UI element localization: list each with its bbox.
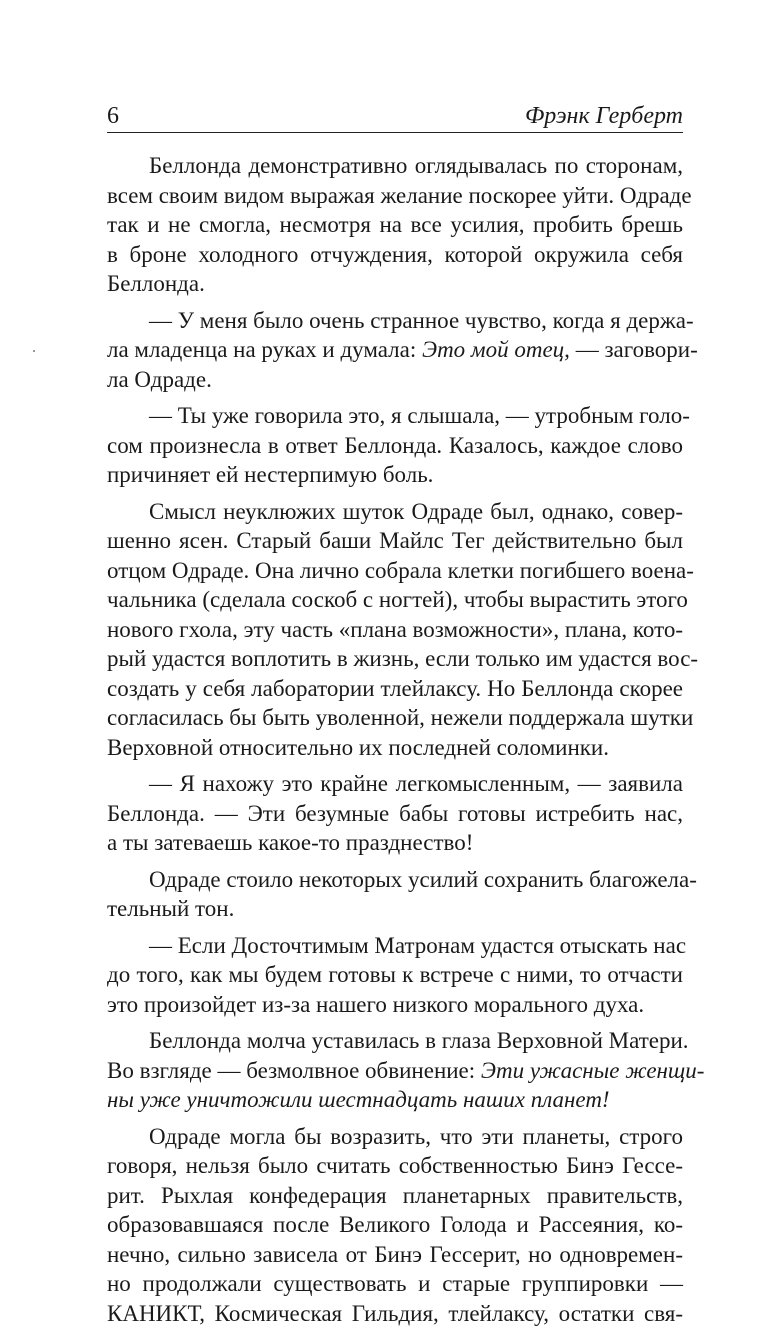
text-run: Одраде стоило некоторых усилий сохранить благожела- <box>149 867 697 892</box>
text-run: шенно ясен. Старый баши Майлс Тег действительно был <box>107 528 683 553</box>
italic-text: Это мой отец, <box>422 337 570 362</box>
text-run: так и не смогла, несмотря на все усилия, пробить брешь <box>107 212 683 237</box>
paragraph-gap <box>107 924 683 931</box>
text-run: Беллонда. — Эти безумные бабы готовы истребить нас, <box>107 801 683 826</box>
text-line <box>107 1026 683 1056</box>
paragraph-gap <box>107 1115 683 1122</box>
text-run: ла Одраде. <box>107 367 212 392</box>
paragraph <box>107 151 683 299</box>
text-run: нечно, сильно зависела от Бинэ Гессерит, но одновремен- <box>107 1242 683 1267</box>
text-line <box>107 931 683 961</box>
text-run: причиняет ей нестерпимую боль. <box>107 462 433 487</box>
text-line <box>107 1085 683 1115</box>
text-run: до того, как мы будем готовы к встрече с ними, то отчасти <box>107 962 683 987</box>
text-line <box>107 828 683 858</box>
text-run: но продолжали существовать и старые группировки — <box>107 1271 683 1296</box>
text-run: а ты затеваешь какое-то празднество! <box>107 830 473 855</box>
italic-text: ны уже уничтожили шестнадцать наших планет! <box>107 1087 610 1112</box>
paragraph <box>107 306 683 395</box>
text-line <box>107 1181 683 1211</box>
paragraph-gap <box>107 762 683 769</box>
text-line <box>107 1056 683 1086</box>
text-line <box>107 401 683 431</box>
text-run: Беллонда демонстративно оглядывалась по сторонам, <box>149 153 683 178</box>
text-run: создать у себя лаборатории тлейлаксу. Но Беллонда скорее <box>107 676 683 701</box>
italic-text: Эти ужасные женщи- <box>481 1058 705 1083</box>
scan-speck <box>33 350 35 352</box>
paragraph-gap <box>107 394 683 401</box>
text-line <box>107 240 683 270</box>
paragraph-gap <box>107 1019 683 1026</box>
text-line <box>107 1122 683 1152</box>
text-line <box>107 644 683 674</box>
text-run: Во взгляде — безмолвное обвинение: <box>107 1058 481 1083</box>
page-header <box>107 100 683 134</box>
text-line <box>107 556 683 586</box>
paragraph <box>107 865 683 924</box>
text-line <box>107 733 683 763</box>
text-run: Одраде могла бы возразить, что эти планеты, строго <box>149 1124 683 1149</box>
text-run: — Ты уже говорила это, я слышала, — утробным голо- <box>149 403 690 428</box>
text-line <box>107 585 683 615</box>
text-line <box>107 210 683 240</box>
paragraph <box>107 769 683 858</box>
text-run: — У меня было очень странное чувство, когда я держа- <box>149 308 694 333</box>
text-line <box>107 151 683 181</box>
text-line <box>107 1151 683 1181</box>
text-run: отцом Одраде. Она лично собрала клетки погибшего воена- <box>107 558 694 583</box>
paragraph <box>107 1026 683 1115</box>
text-run: — заговори- <box>570 337 698 362</box>
text-line <box>107 526 683 556</box>
paragraph <box>107 1122 683 1328</box>
text-line <box>107 865 683 895</box>
paragraph <box>107 497 683 763</box>
text-line <box>107 1210 683 1240</box>
text-line <box>107 769 683 799</box>
text-line <box>107 335 683 365</box>
text-run: рит. Рыхлая конфедерация планетарных правительств, <box>107 1183 683 1208</box>
text-line <box>107 960 683 990</box>
text-line <box>107 431 683 461</box>
paragraph-gap <box>107 858 683 865</box>
text-line <box>107 1299 683 1328</box>
text-run: — Если Досточтимым Матронам удастся отыскать нас <box>149 933 686 958</box>
paragraph-gap <box>107 490 683 497</box>
running-head-author: Фрэнк Герберт <box>525 102 683 130</box>
text-run: ла младенца на руках и думала: <box>107 337 422 362</box>
text-line <box>107 990 683 1020</box>
text-run: согласилась бы быть уволенной, нежели поддержала шутки <box>107 705 693 730</box>
paragraph <box>107 931 683 1020</box>
text-run: это произойдет из-за нашего низкого морального духа. <box>107 992 644 1017</box>
text-run: всем своим видом выражая желание поскорее уйти. Одраде <box>107 183 692 208</box>
text-run: говоря, нельзя было считать собственностью Бинэ Гессе- <box>107 1153 683 1178</box>
text-line <box>107 269 683 299</box>
text-line <box>107 1269 683 1299</box>
text-line <box>107 703 683 733</box>
text-line <box>107 497 683 527</box>
text-run: Верховной относительно их последней соломинки. <box>107 735 609 760</box>
text-line <box>107 181 683 211</box>
text-run: в броне холодного отчуждения, которой окружила себя <box>107 242 683 267</box>
text-line <box>107 615 683 645</box>
text-line <box>107 799 683 829</box>
text-run: — Я нахожу это крайне легкомысленным, — заявила <box>149 771 683 796</box>
text-line <box>107 1240 683 1270</box>
text-run: сом произнесла в ответ Беллонда. Казалось, каждое слово <box>107 433 683 458</box>
text-run: чальника (сделала соскоб с ногтей), чтобы вырастить этого <box>107 587 688 612</box>
text-line <box>107 674 683 704</box>
text-run: Беллонда молча уставилась в глаза Верховной Матери. <box>149 1028 689 1053</box>
text-run: Смысл неуклюжих шуток Одраде был, однако, совер- <box>149 499 683 524</box>
text-run: образовавшаяся после Великого Голода и Рассеяния, ко- <box>107 1212 683 1237</box>
text-line <box>107 306 683 336</box>
paragraph <box>107 401 683 490</box>
text-line <box>107 894 683 924</box>
text-run: рый удастся воплотить в жизнь, если только им удастся вос- <box>107 646 698 671</box>
text-line <box>107 365 683 395</box>
paragraph-gap <box>107 299 683 306</box>
text-run: нового гхола, эту часть «плана возможности», плана, кото- <box>107 617 683 642</box>
text-line <box>107 460 683 490</box>
header-rule <box>107 132 683 133</box>
text-run: тельный тон. <box>107 896 234 921</box>
text-run: Беллонда. <box>107 271 205 296</box>
text-run: КАНИКТ, Космическая Гильдия, тлейлаксу, остатки свя- <box>107 1301 683 1326</box>
page-number: 6 <box>107 102 119 130</box>
body-text <box>107 151 683 1328</box>
